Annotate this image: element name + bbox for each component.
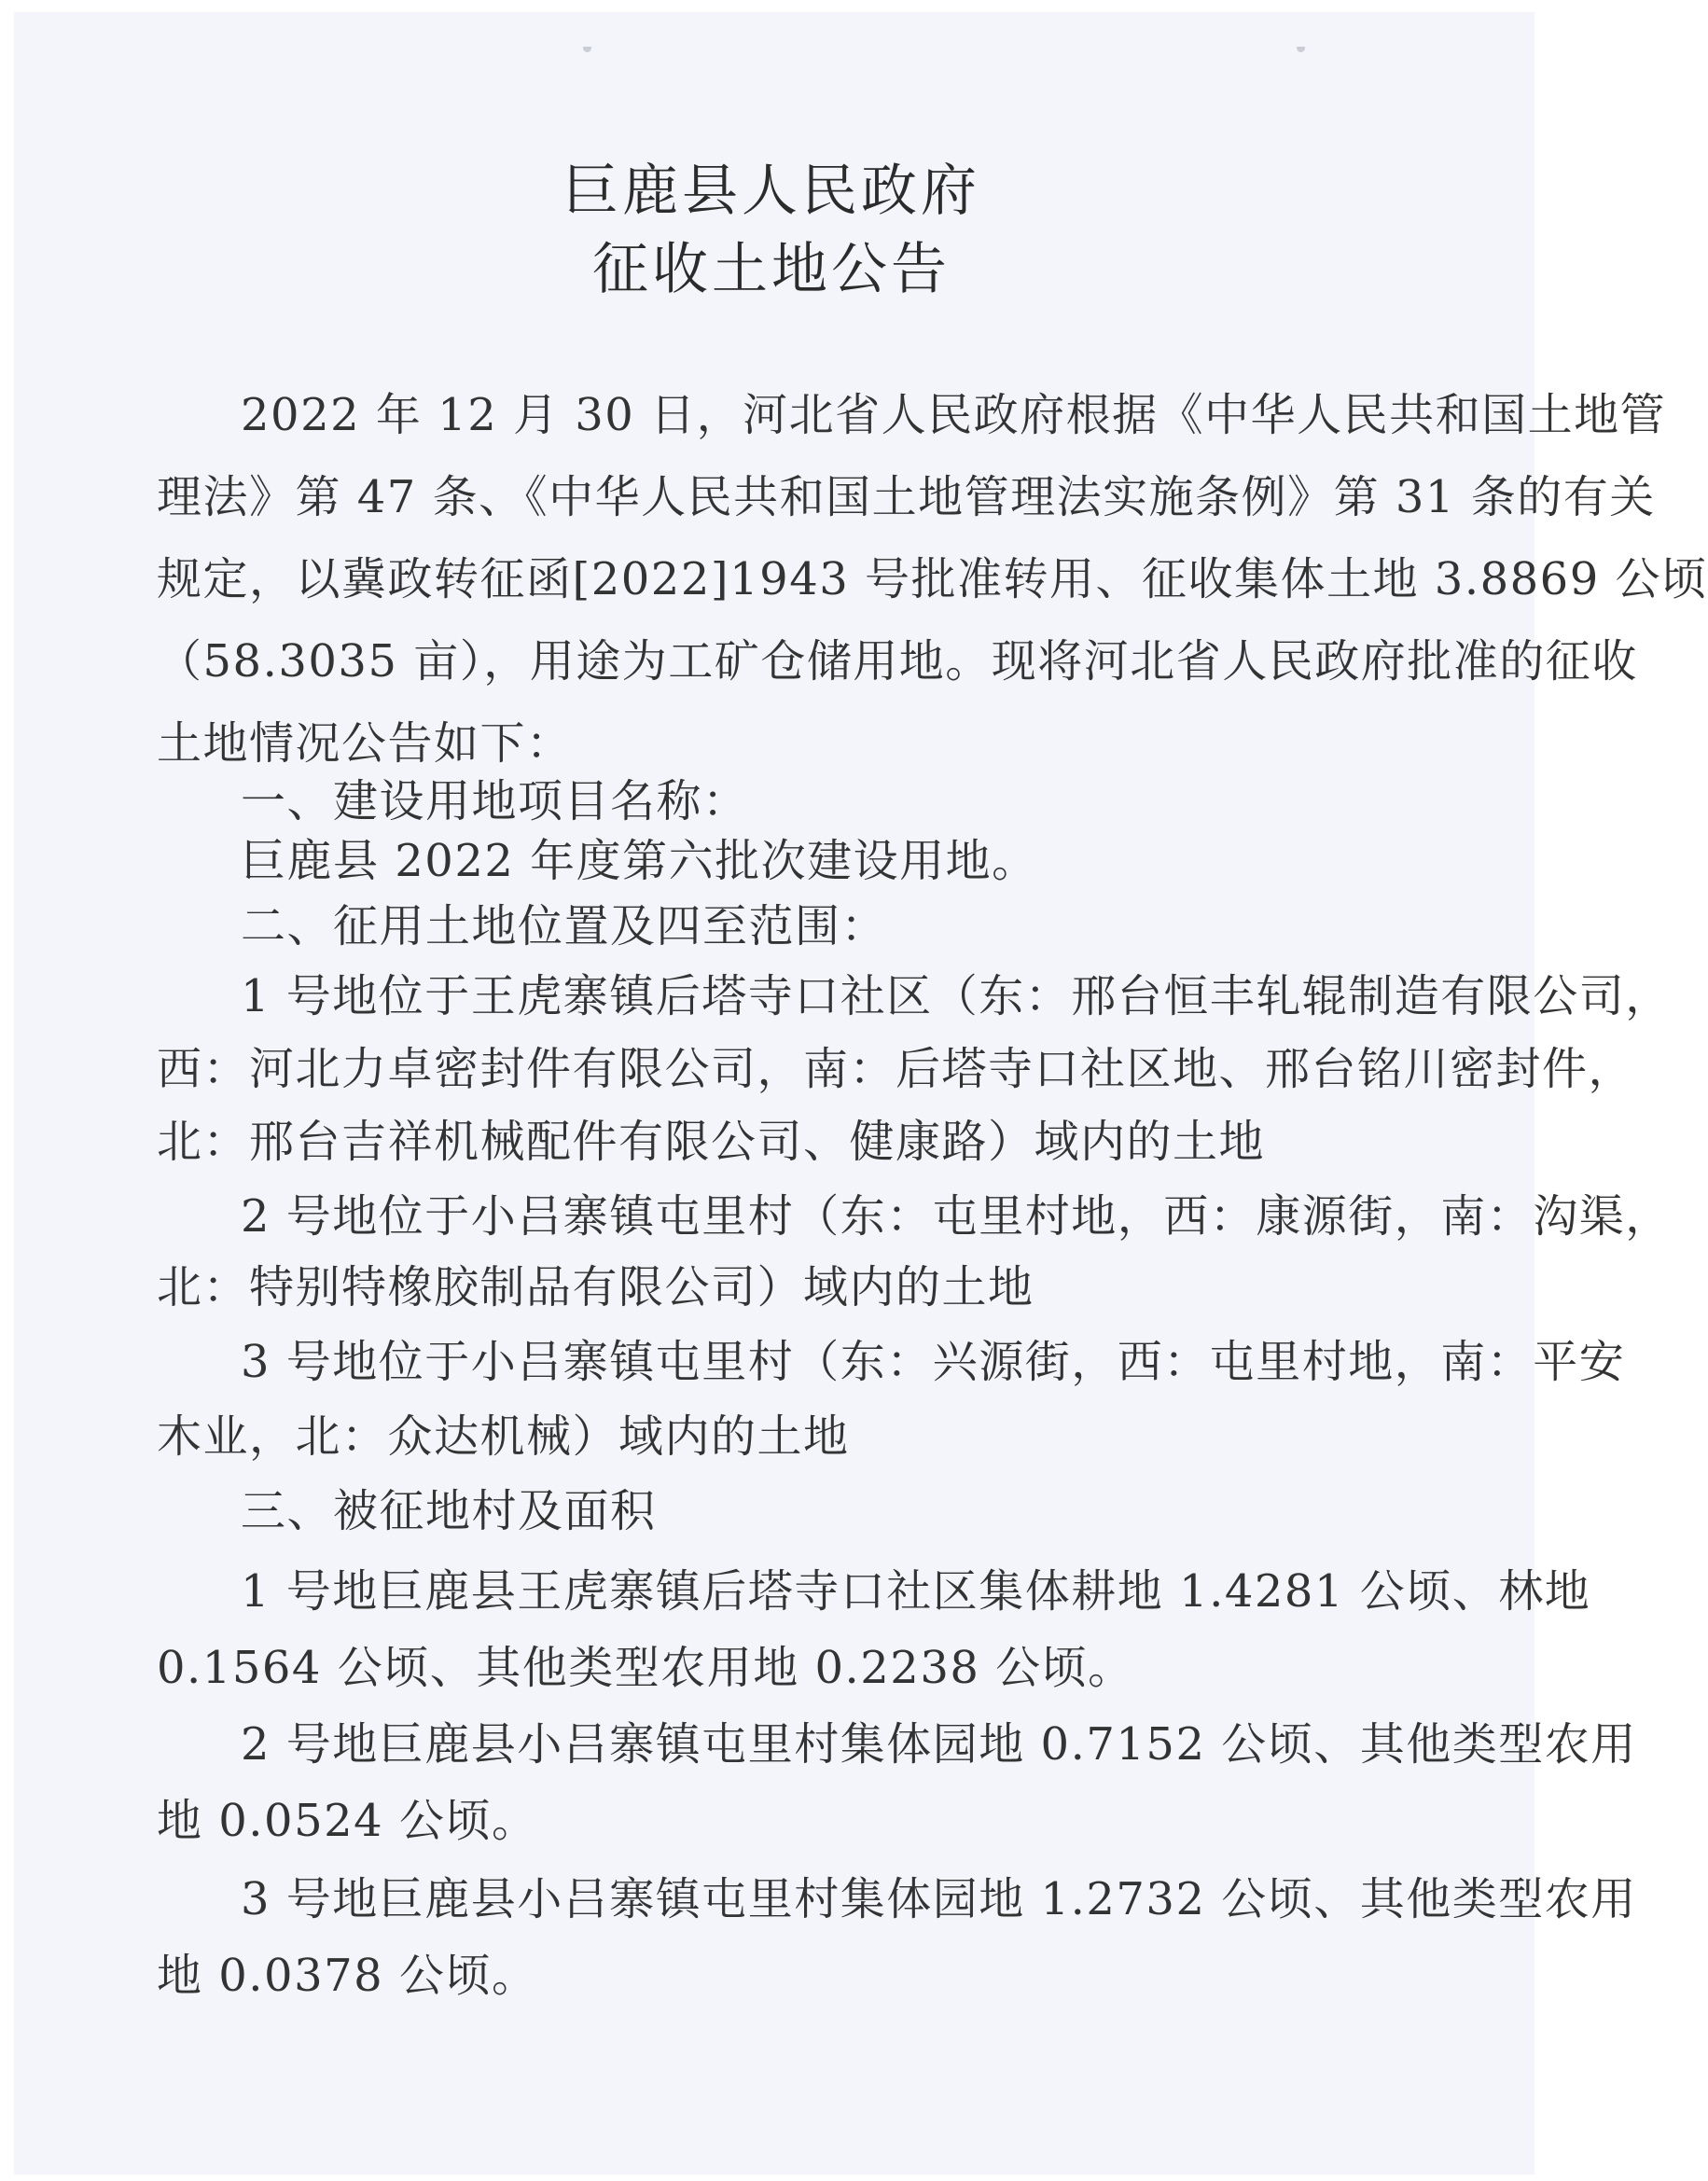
- parcel-2-location-line2: 北：特别特橡胶制品有限公司）域内的土地: [157, 1261, 1035, 1313]
- parcel-2-location-line1: 2 号地位于小吕寨镇屯里村（东：屯里村地，西：康源街，南：沟渠，: [241, 1190, 1672, 1243]
- parcel-1-area-line2: 0.1564 公顷、其他类型农用地 0.2238 公顷。: [157, 1642, 1134, 1694]
- parcel-2-area-line1: 2 号地巨鹿县小吕寨镇屯里村集体园地 0.7152 公顷、其他类型农用: [241, 1718, 1637, 1771]
- parcel-1-location-line1: 1 号地位于王虎寨镇后塔寺口社区（东：邢台恒丰轧辊制造有限公司，: [241, 970, 1672, 1022]
- body-line-5: 土地情况公告如下：: [157, 717, 573, 770]
- body-line-2: 理法》第 47 条、《中华人民共和国土地管理法实施条例》第 31 条的有关: [157, 471, 1656, 523]
- body-line-4: （58.3035 亩），用途为工矿仓储用地。现将河北省人民政府批准的征收: [157, 635, 1638, 688]
- body-line-1: 2022 年 12 月 30 日，河北省人民政府根据《中华人民共和国土地管: [241, 389, 1667, 441]
- parcel-3-area-line2: 地 0.0378 公顷。: [157, 1950, 538, 2002]
- project-name: 巨鹿县 2022 年度第六批次建设用地。: [241, 835, 1038, 887]
- parcel-1-location-line2: 西：河北力卓密封件有限公司，南：后塔寺口社区地、邢台铭川密封件，: [157, 1043, 1635, 1095]
- parcel-1-location-line3: 北：邢台吉祥机械配件有限公司、健康路）域内的土地: [157, 1116, 1266, 1168]
- document-title-line1: 巨鹿县人民政府: [562, 159, 980, 224]
- parcel-1-area-line1: 1 号地巨鹿县王虎寨镇后塔寺口社区集体耕地 1.4281 公顷、林地: [241, 1565, 1591, 1618]
- parcel-2-area-line2: 地 0.0524 公顷。: [157, 1795, 538, 1847]
- parcel-3-location-line2: 木业，北：众达机械）域内的土地: [157, 1410, 850, 1463]
- section-heading-1: 一、建设用地项目名称：: [241, 775, 749, 827]
- parcel-3-area-line1: 3 号地巨鹿县小吕寨镇屯里村集体园地 1.2732 公顷、其他类型农用: [241, 1873, 1637, 1925]
- section-heading-2: 二、征用土地位置及四至范围：: [241, 900, 888, 952]
- document-title-line2: 征收土地公告: [592, 237, 951, 302]
- section-heading-3: 三、被征地村及面积: [241, 1485, 657, 1537]
- body-line-3: 规定，以冀政转征函[2022]1943 号批准转用、征收集体土地 3.8869 公顷: [157, 553, 1708, 605]
- parcel-3-location-line1: 3 号地位于小吕寨镇屯里村（东：兴源街，西：屯里村地，南：平安: [241, 1336, 1626, 1388]
